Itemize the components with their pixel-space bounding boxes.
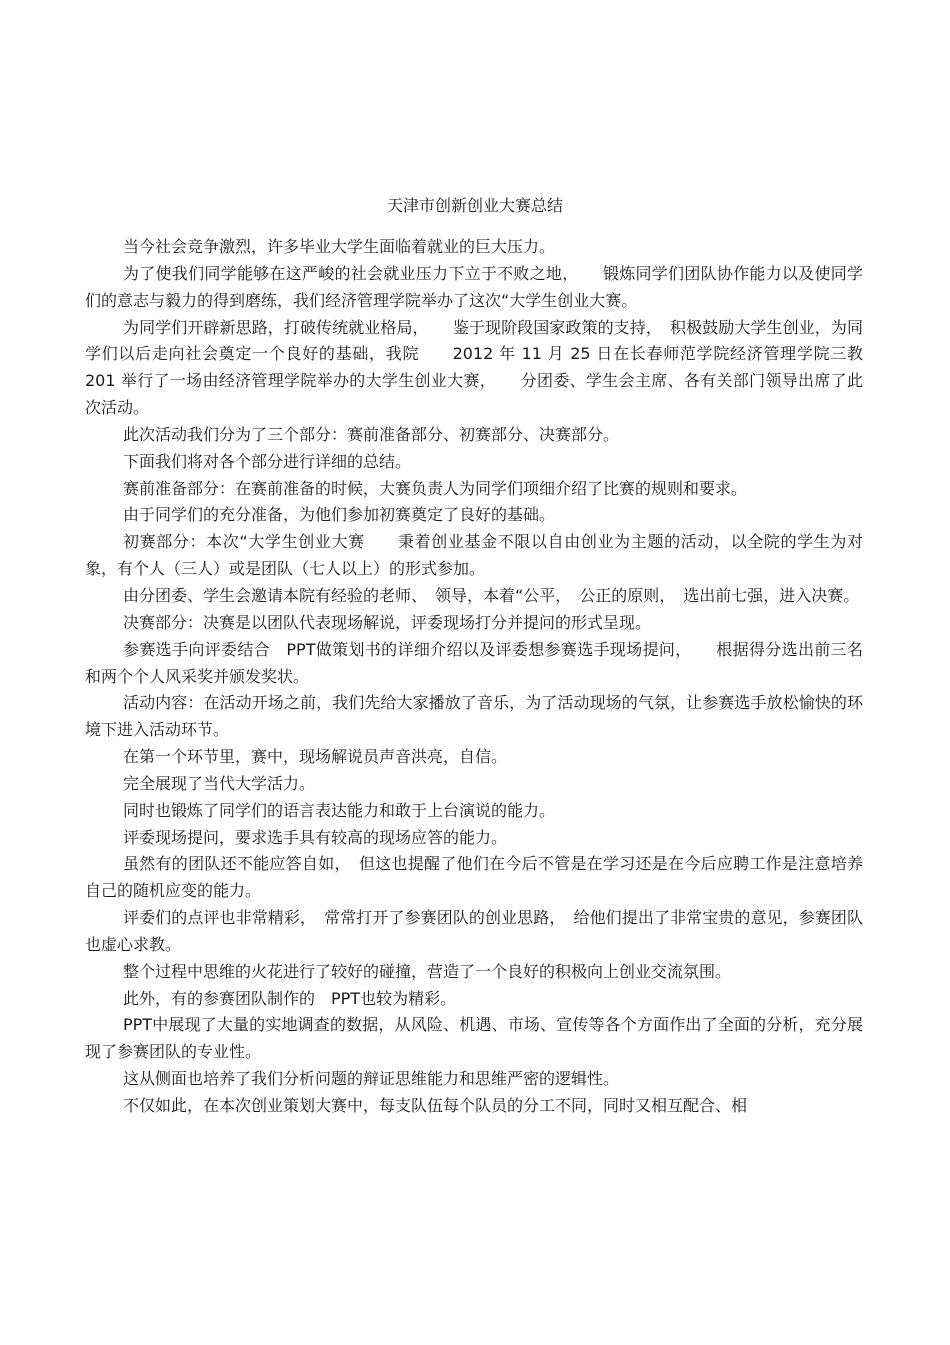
paragraph-23: 不仅如此，在本次创业策划大赛中，每支队伍每个队员的分工不同，同时又相互配合、相 [123,1096,748,1115]
document-body [85,234,880,1120]
paragraph-10: 决赛部分：决赛是以团队代表现场解说，评委现场打分并提问的形式呈现。 [123,612,652,632]
paragraph-6: 赛前准备部分：在赛前准备的时候，大赛负责人为同学们项细介绍了比赛的规则和要求。 [123,478,748,498]
paragraph-2: 为了使我们同学能够在这严峻的社会就业压力下立于不败之地， 锻炼同学们团队协作能力以及使同学们的意志与毅力的得到磨练，我们经济管理学院举办了这次“大学生创业大赛。 [85,263,863,310]
paragraph-19: 整个过程中思维的火花进行了较好的碰撞，营造了一个良好的积极向上创业交流氛围。 [123,961,732,981]
paragraph-21: PPT中展现了大量的实地调查的数据，从风险、机遇、市场、宣传等各个方面作出了全面的分析，充分展现了参赛团队的专业性。 [85,1015,863,1062]
paragraph-8: 初赛部分：本次“大学生创业大赛 秉着创业基金不限以自由创业为主题的活动，以全院的学生为对象，有个人（三人）或是团队（七人以上）的形式参加。 [85,532,863,579]
paragraph-5: 下面我们将对各个部分进行详细的总结。 [123,451,412,471]
paragraph-4: 此次活动我们分为了三个部分：赛前准备部分、初赛部分、决赛部分。 [123,424,620,444]
paragraph-16: 评委现场提问，要求选手具有较高的现场应答的能力。 [123,827,508,847]
paragraph-12: 活动内容：在活动开场之前，我们先给大家播放了音乐，为了活动现场的气氛，让参赛选手放松愉快的环境下进入活动环节。 [85,693,863,740]
paragraph-7: 由于同学们的充分准备，为他们参加初赛奠定了良好的基础。 [123,505,556,525]
paragraph-13: 在第一个环节里，赛中，现场解说员声音洪亮，自信。 [123,747,508,767]
paragraph-3: 为同学们开辟新思路，打破传统就业格局， 鉴于现阶段国家政策的支持， 积极鼓励大学生创业，为同学们以后走向社会奠定一个良好的基础，我院 2012 年 11 月 25 日在长春师范学院经济管理学院三教 201 举行了一场由经济管理学院举办的大学生创业大赛， 分团委、学生会主席、各有关部门领导出席了此次活动。 [85,317,880,418]
paragraph-20: 此外，有的参赛团队制作的 PPT也较为精彩。 [123,988,457,1008]
paragraph-17: 虽然有的团队还不能应答自如， 但这也提醒了他们在今后不管是在学习还是在今后应聘工作是注意培养自己的随机应变的能力。 [85,854,863,901]
paragraph-22: 这从侧面也培养了我们分析问题的辩证思维能力和思维严密的逻辑性。 [123,1069,620,1089]
paragraph-1: 当今社会竞争激烈，许多毕业大学生面临着就业的巨大压力。 [123,237,556,256]
paragraph-11: 参赛选手向评委结合 PPT做策划书的详细介绍以及评委想参赛选手现场提问， 根据得分选出前三名和两个个人风采奖并颁发奖状。 [85,639,863,686]
paragraph-18: 评委们的点评也非常精彩， 常常打开了参赛团队的创业思路， 给他们提出了非常宝贵的意见，参赛团队也虚心求教。 [85,908,863,954]
paragraph-9: 由分团委、学生会邀请本院有经验的老师、 领导，本着“公平， 公正的原则， 选出前七强，进入决赛。 [123,585,860,605]
document-title: 天津市创新创业大赛总结 [386,196,563,215]
paragraph-14: 完全展现了当代大学活力。 [123,773,316,793]
paragraph-15: 同时也锻炼了同学们的语言表达能力和敢于上台演说的能力。 [123,800,556,820]
